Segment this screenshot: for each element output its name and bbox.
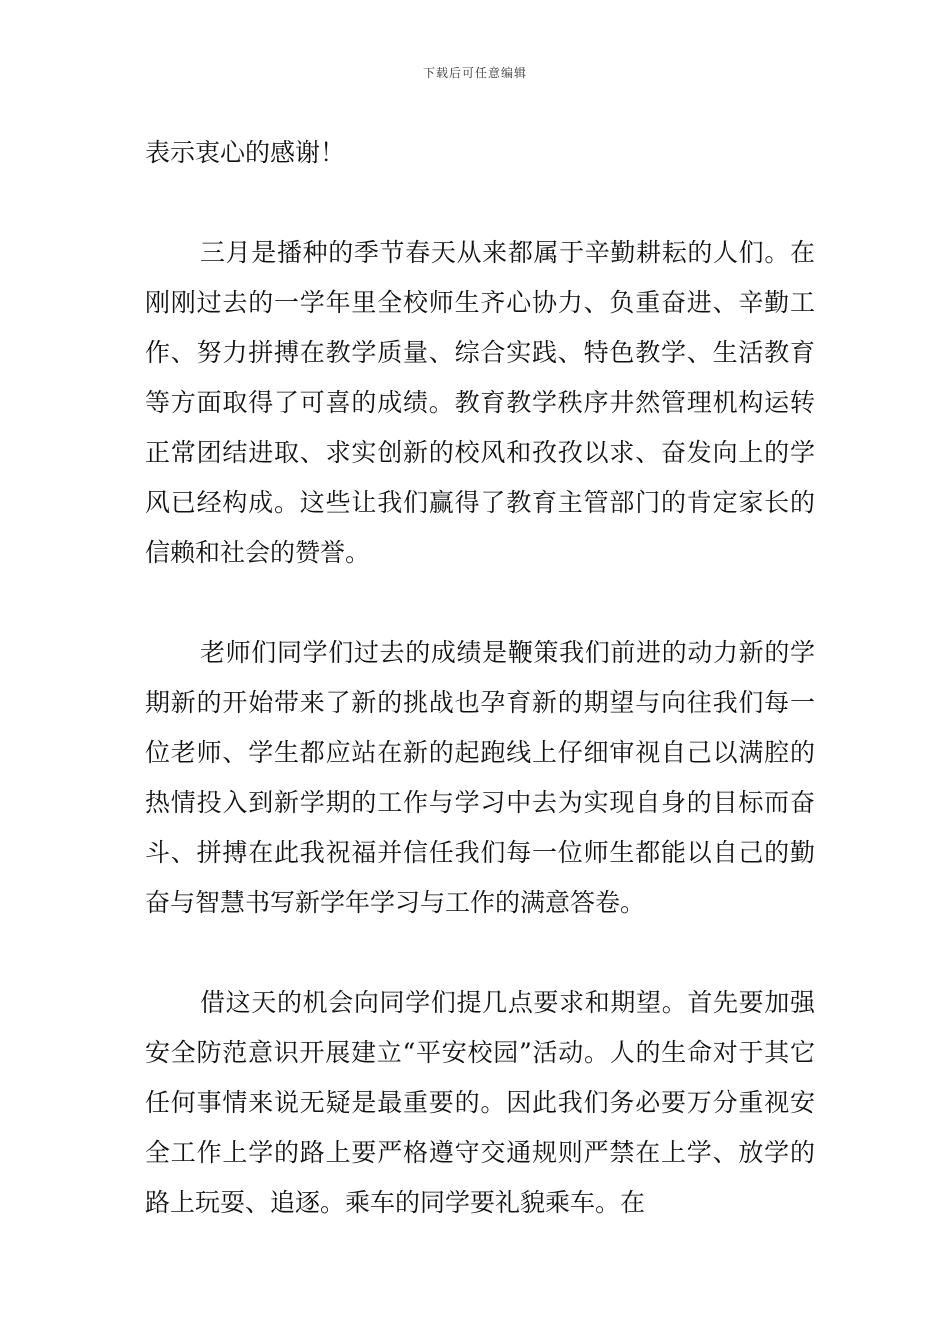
paragraph-1: 表示衷心的感谢！	[145, 138, 346, 167]
paragraph-3: 老师们同学们过去的成绩是鞭策我们前进的动力新的学期新的开始带来了新的挑战也孕育新的期望与向往我们每一位老师、学生都应站在新的起跑线上仔细审视自己以满腔的热情投入到新学期的工作与学习中去为实现自身的目标而奋斗、拼搏在此我祝福并信任我们每一位师生都能以自己的勤奋与智慧书写新学年学习与工作的满意答卷。	[145, 638, 815, 917]
paragraph-4: 借这天的机会向同学们提几点要求和期望。首先要加强安全防范意识开展建立“平安校园”活动。人的生命对于其它任何事情来说无疑是最重要的。因此我们务必要万分重视安全工作上学的路上要严格遵守交通规则严禁在上学、放学的路上玩耍、追逐。乘车的同学要礼貌乘车。在	[145, 988, 815, 1217]
document-body	[145, 128, 815, 1228]
paragraph-2: 三月是播种的季节春天从来都属于辛勤耕耘的人们。在刚刚过去的一学年里全校师生齐心协力、负重奋进、辛勤工作、努力拼搏在教学质量、综合实践、特色教学、生活教育等方面取得了可喜的成绩。教育教学秩序井然管理机构运转正常团结进取、求实创新的校风和孜孜以求、奋发向上的学风已经构成。这些让我们赢得了教育主管部门的肯定家长的信赖和社会的赞誉。	[145, 238, 815, 567]
page-header: 下载后可任意编辑	[422, 66, 527, 80]
